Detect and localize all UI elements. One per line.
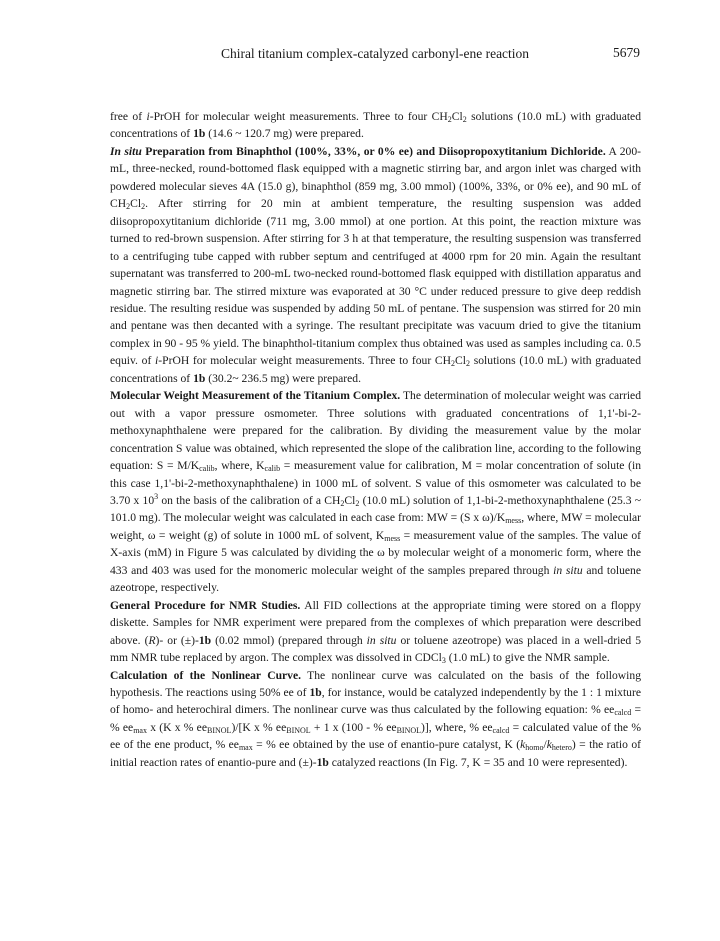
section-heading: General Procedure for NMR Studies. [110, 598, 301, 612]
paragraph-nmr-studies: General Procedure for NMR Studies. All FID collections at the appropriate timing were stored on a floppy diskette. Samples for NMR experiment were prepared from the complexes of which preparation were described above. (R)- or (±)-1b (0.02 mmol) (prepared through in situ or toluene azeotrope) was placed in a well-dried 5 mm NMR tube replaced by argon. The complex was dissolved in CDCl$_3$ (1.0 mL) to give the NMR sample. [110, 598, 642, 666]
paragraph-in-situ-preparation: In situ Preparation from Binaphthol (100%, 33%, or 0% ee) and Diisopropoxytitanium Dichloride. A 200-mL, three-necked, round-bottomed flask equipped with a magnetic stirring bar, and argon inlet was charged with powdered molecular sieves 4A (15.0 g), binaphthol (859 mg, 3.00 mmol) (100%, 33%, or 0% ee), and 90 mL of $CH_2Cl_2$. After stirring for 20 min at ambient temperature, the resulting suspension was added diisopropoxytitanium dichloride (711 mg, 3.00 mmol) at one portion. At this point, the reaction mixture was turned to red-brown suspension. After stirring for 3 h at that temperature, the resulting suspension was transferred to a centrifuging tube capped with rubber septum and centrifuged at 4000 rpm for 20 min. Again the resultant supernatant was transferred to 200-mL two-necked round-bottomed flask equipped with distillation apparatus and magnetic stirring bar. The stirred mixture was evaporated at 30 °C under reduced pressure to give deep reddish residue. The resulting residue was suspended by adding 50 mL of pentane. The suspension was stirred for 20 min and pentane was then decanted with a syringe. The resultant precipitate was vacuum dried to give the titanium complex in 90 - 95 % yield. The binaphthol-titanium complex thus obtained was used as samples including ca. 0.5 equiv. of i-PrOH for molecular weight measurements. Three to four $CH_2Cl_2$ solutions (10.0 mL) with graduated concentrations of 1b (30.2~ 236.5 mg) were prepared. [110, 144, 642, 385]
paragraph-molecular-weight: Molecular Weight Measurement of the Titanium Complex. The determination of molecular weight was carried out with a vapor pressure osmometer. Three solutions with graduated concentrations of 1,1'-bi-2-methoxynaphthalene were prepared for the calibration. By dividing the measurement value by the molar concentration S value was obtained, which represented the slope of the calibration line, according to the following equation: $S = M/K_{calib}$, where, $K_{calib}$ = measurement value for calibration, M = molar concentration of solute (in this case 1,1'-bi-2-methoxynaphthalene) in 1000 mL of solvent. S value of this osmometer was calculated to be 3.70 x $10^3$ on the basis of the calibration of a $CH_2Cl_2$ (10.0 mL) solution of 1,1-bi-2-methoxynaphthalene (25.3 ~ 101.0 mg). The molecular weight was calculated in each case from: MW = (S x $\omega)/K_{mess}$, where, MW = molecular weight, ω = weight (g) of solute in 1000 mL of solvent, $K_{mess}$ = measurement value of the samples. The value of X-axis (mM) in Figure 5 was calculated by dividing the ω by molecular weight of a monomeric form, where the 433 and 403 was used for the monomeric molecular weight of the samples prepared through in situ and toluene azeotrope, respectively. [110, 389, 641, 595]
section-heading: Preparation from Binaphthol (100%, 33%, or 0% ee) and Diisopropoxytitanium Dichloride. [141, 144, 606, 158]
page-number: 5679 [613, 45, 640, 60]
paragraph-nonlinear-curve: Calculation of the Nonlinear Curve. The nonlinear curve was calculated on the basis of the following hypothesis. The reactions using 50% ee of 1b, for instance, would be catalyzed independently by the 1 : 1 mixture of homo- and heterochiral dimers. The nonlinear curve was thus calculated by the following equation: % $ee_{calcd}$ = % $ee_{max}$ x (K x % $ee_{BINOL})/[K$ x % $ee_{BINOL} + 1$ x (100 - % $ee_{BINOL}$)], where, % $ee_{calcd}$ = calculated value of the % ee of the ene product, % $ee_{max}$ = % ee obtained by the use of enantio-pure catalyst, K $(k_{homo}/k_{hetero})$ = the ratio of initial reaction rates of enantio-pure and (±)-1b catalyzed reactions (In Fig. 7, K = 35 and 10 were represented). [110, 668, 642, 769]
page-header [110, 46, 640, 66]
section-heading: Molecular Weight Measurement of the Titanium Complex. [110, 389, 401, 403]
paragraph-sample-prep: free of i-PrOH for molecular weight measurements. Three to four $CH_2Cl_2$ solutions (10.0 mL) with graduated concentrations of 1b (14.6 ~ 120.7 mg) were prepared. [110, 110, 642, 141]
body-text [110, 108, 641, 771]
section-heading: Calculation of the Nonlinear Curve. [110, 668, 302, 682]
section-heading: In situ [110, 144, 142, 158]
running-title: Chiral titanium complex-catalyzed carbonyl-ene reaction [220, 46, 530, 61]
